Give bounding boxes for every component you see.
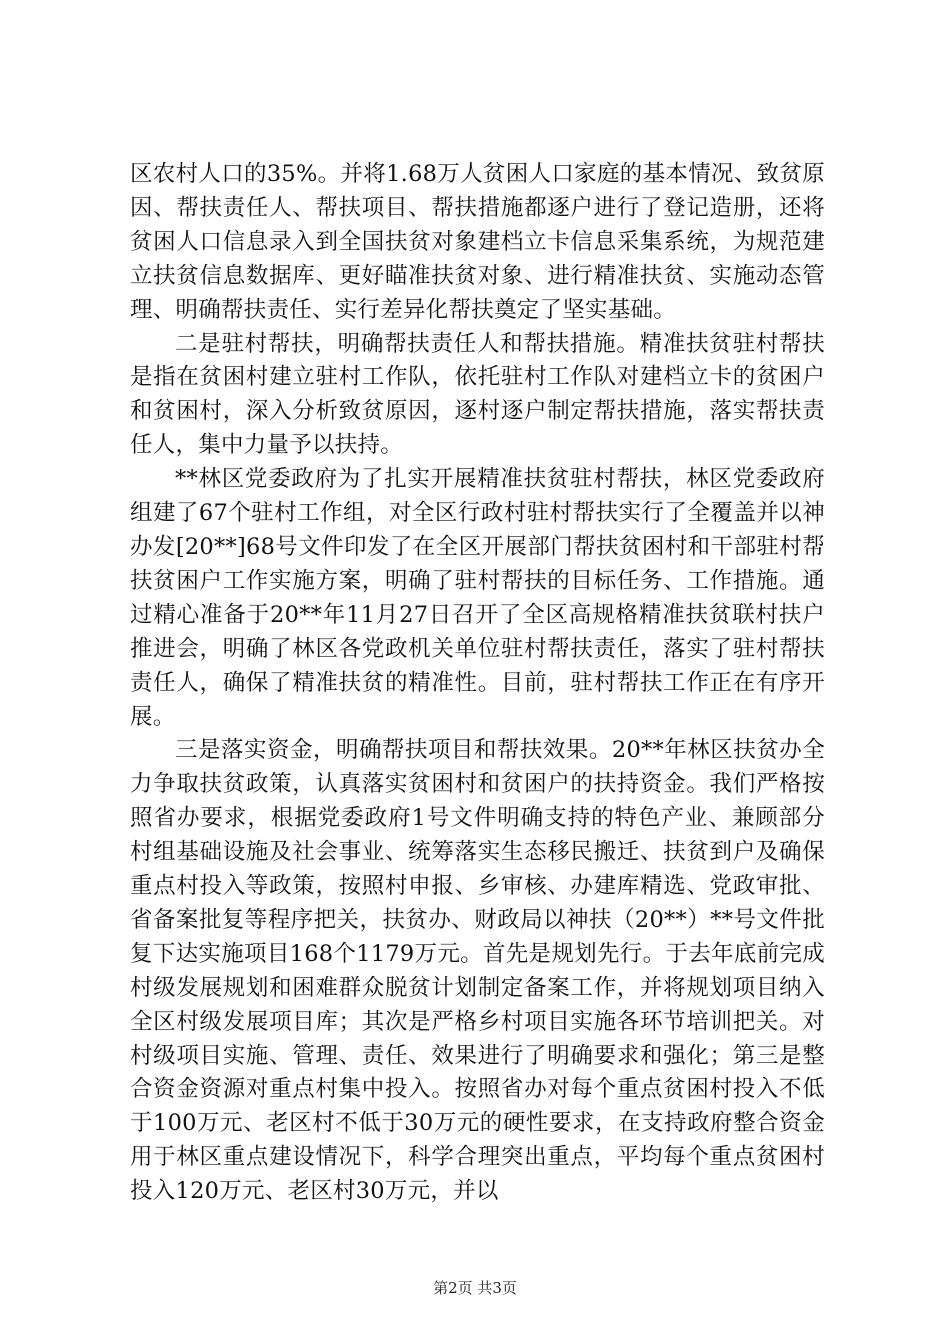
page-number: 第2页 共3页 <box>433 1279 517 1297</box>
page-footer <box>0 1278 950 1298</box>
paragraph-funding: 三是落实资金，明确帮扶项目和帮扶效果。20**年林区扶贫办全力争取扶贫政策，认真落实贫困村和贫困户的扶持资金。我们严格按照省办要求，根据党委政府1号文件明确支持的特色产业、兼顾部分村组基础设施及社会事业、统筹落实生态移民搬迁、扶贫到户及确保重点村投入等政策，按照村申报、乡审核、办建库精选、党政审批、省备案批复等程序把关，扶贫办、财政局以神扶（20**）**号文件批复下达实施项目168个1179万元。首先是规划先行。于去年底前完成村级发展规划和困难群众脱贫计划制定备案工作，并将规划项目纳入全区村级发展项目库；其次是严格乡村项目实施各环节培训把关。对村级项目实施、管理、责任、效果进行了明确要求和强化；第三是整合资金资源对重点村集中投入。按照省办对每个重点贫困村投入不低于100万元、老区村不低于30万元的硬性要求，在支持政府整合资金用于林区重点建设情况下，科学合理突出重点，平均每个重点贫困村投入120万元、老区村30万元，并以 <box>130 737 825 1205</box>
paragraph-village-assistance: 二是驻村帮扶，明确帮扶责任人和帮扶措施。精准扶贫驻村帮扶是指在贫困村建立驻村工作队，依托驻村工作队对建档立卡的贫困户和贫困村，深入分析致贫原因，逐村逐户制定帮扶措施，落实帮扶责任人，集中力量予以扶持。 <box>130 330 825 459</box>
document-body <box>130 158 825 1209</box>
paragraph-work-teams: **林区党委政府为了扎实开展精准扶贫驻村帮扶，林区党委政府组建了67个驻村工作组，对全区行政村驻村帮扶实行了全覆盖并以神办发[20**]68号文件印发了在全区开展部门帮扶贫困村和干部驻村帮扶贫困户工作实施方案，明确了驻村帮扶的目标任务、工作措施。通过精心准备于20**年11月27日召开了全区高规格精准扶贫联村扶户推进会，明确了林区各党政机关单位驻村帮扶责任，落实了驻村帮扶责任人，确保了精准扶贫的精准性。目前，驻村帮扶工作正在有序开展。 <box>130 466 825 730</box>
paragraph-continuation: 区农村人口的35%。并将1.68万人贫困人口家庭的基本情况、致贫原因、帮扶责任人、帮扶项目、帮扶措施都逐户进行了登记造册，还将贫困人口信息录入到全国扶贫对象建档立卡信息采集系统，为规范建立扶贫信息数据库、更好瞄准扶贫对象、进行精准扶贫、实施动态管理、明确帮扶责任、实行差异化帮扶奠定了坚实基础。 <box>130 161 825 323</box>
